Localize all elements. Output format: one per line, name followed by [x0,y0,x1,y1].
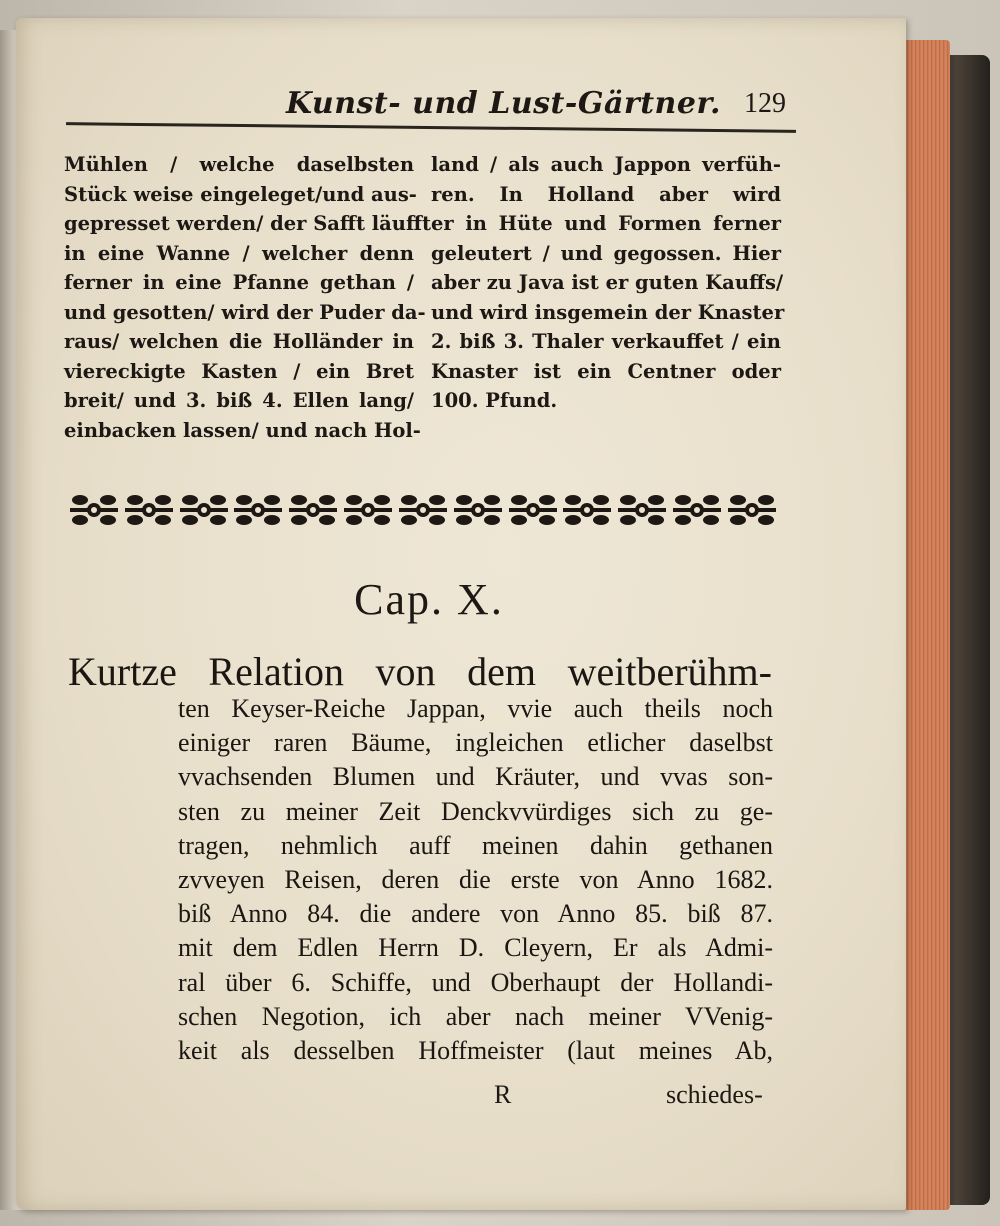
text-line: geleutert / und gegossen. Hier [431,241,781,265]
text-line: sten zu meiner Zeit Denckvvürdiges sich zu ge- [178,796,773,826]
text-line: ten Keyser-Reiche Jappan, vvie auch theils noch [178,694,773,723]
text-line: tragen, nehmlich auff meinen dahin gethanen [178,830,773,860]
floral-fleuron-icon [452,488,504,532]
text-line: aber zu Java ist er guten Kauffs/ [431,271,784,294]
text-line: und wird insgemein der Knaster [431,300,785,324]
floral-fleuron-icon [232,488,284,532]
right-column [431,150,785,416]
chapter-heading [16,574,906,625]
text-line: biß Anno 84. die andere von Anno 85. biß 87. [178,899,773,929]
text-line: land / als auch Jappon verfüh- [431,153,781,176]
left-column [64,150,431,445]
floral-fleuron-icon [616,488,668,532]
text-line: schen Negotion, ich aber nach meiner VVenig- [178,1001,773,1031]
floral-fleuron-icon [342,488,394,532]
floral-fleuron-icon [123,488,175,532]
floral-fleuron-icon [726,488,778,532]
text-line: ral über 6. Schiffe, und Oberhaupt der Hollandi- [178,967,773,997]
text-line: viereckigte Kasten / ein Bret [64,359,414,383]
page-block-edge [900,40,950,1210]
text-line: einiger raren Bäume, ingleichen etlicher daselbst [178,728,773,758]
text-line: in eine Wanne / welcher denn [64,241,414,265]
text-line: raus/ welchen die Holländer in [64,330,414,353]
text-line: er in Hüte und Formen ferner [431,212,781,235]
floral-fleuron-icon [287,488,339,532]
text-line: Knaster ist ein Centner oder [431,359,781,383]
text-line: mit dem Edlen Herrn D. Cleyern, Er als Admi- [178,933,773,963]
floral-fleuron-icon [671,488,723,532]
chapter-heading-text: Cap. X. [354,575,504,624]
text-line: gepresset werden/ der Safft läufft [64,212,431,235]
floral-fleuron-icon [507,488,559,532]
text-line: Mühlen / welche daselbsten [64,153,414,176]
text-line: 100. Pfund. [431,389,558,412]
text-line: vvachsenden Blumen und Kräuter, und vvas son- [178,762,773,792]
running-title: Kunst- und Lust-Gärtner. [286,86,721,121]
text-line: ren. In Holland aber wird [431,182,781,206]
text-line: und gesotten/ wird der Puder da- [64,300,426,324]
text-line: einbacken lassen/ und nach Hol- [64,418,421,442]
floral-fleuron-icon [178,488,230,532]
text-line: Stück weise eingeleget/und aus- [64,182,417,206]
floral-fleuron-icon [68,488,120,532]
ornament-band [68,484,778,536]
floral-fleuron-icon [397,488,449,532]
book-page [16,18,906,1210]
text-line: keit als desselben Hoffmeister (laut meines Ab, [178,1036,773,1066]
page-number: 129 [744,88,786,119]
text-line: 2. biß 3. Thaler verkauffet / ein [431,330,781,353]
floral-fleuron-icon [561,488,613,532]
catchword: schiedes- [666,1080,763,1109]
chapter-title-first-line: Kurtze Relation von dem weitberühm- [68,649,772,694]
signature-mark: R [494,1080,512,1109]
chapter-title-body [178,692,773,1068]
text-line: ferner in eine Pfanne gethan / [64,271,414,294]
text-line: zvveyen Reisen, deren die erste von Anno 1682. [178,865,773,895]
text-line: breit/ und 3. biß 4. Ellen lang/ [64,389,414,412]
